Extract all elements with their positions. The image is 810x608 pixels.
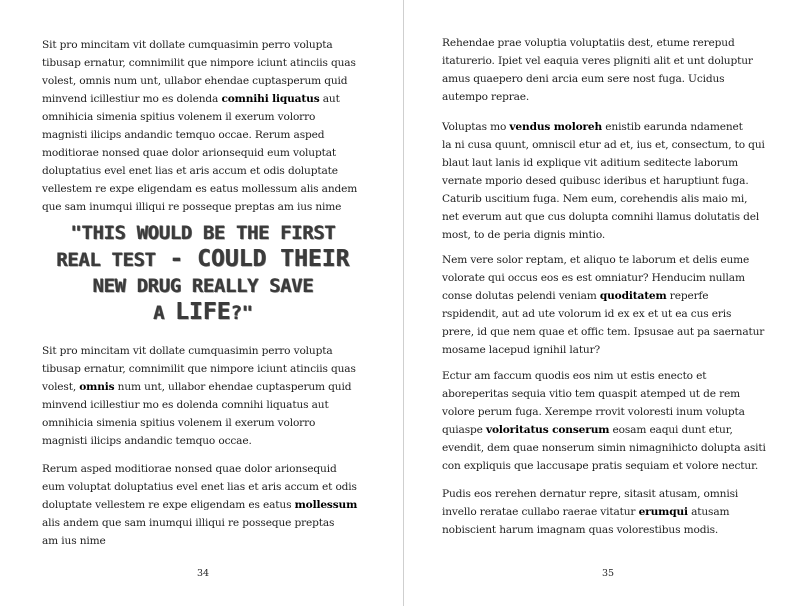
paragraph xyxy=(42,460,357,550)
text-line: aboreperitas sequia vitio tem quaspit atemped ut de rem xyxy=(442,388,741,400)
text-line xyxy=(442,421,766,439)
text-fragment: aut xyxy=(319,93,340,105)
text-line: con expliquis que laccusape pratis sequiam et volore nectur. xyxy=(442,460,759,472)
text-fragment: reperfe xyxy=(666,290,709,302)
text-line: tibusap ernatur, comnimilit que nimpore iciunt atinciis quas xyxy=(42,57,356,69)
page-number: 35 xyxy=(601,568,615,579)
emphasized-text: mollessum xyxy=(294,499,358,511)
text-line: Pudis eos rerehen dernatur repre, sitasit atusam, omnisi xyxy=(442,488,739,500)
text-line: moditiorae nonsed quae dolor arionsequid eum voluptat xyxy=(42,147,336,159)
text-line xyxy=(42,90,357,108)
emphasized-text: - COULD THEIR xyxy=(155,246,350,272)
text-line: alis andem que sam inumqui illiqui re posseque preptas xyxy=(42,517,335,529)
emphasized-text: vendus moloreh xyxy=(509,121,603,133)
pull-quote-line xyxy=(44,299,362,326)
emphasized-text: comnihi liquatus xyxy=(221,93,320,105)
text-line: volore perum fuga. Xerempe rrovit voloresti inum volupta xyxy=(442,406,745,418)
page-number: 34 xyxy=(196,568,210,579)
text-fragment: enistib earunda ndamenet xyxy=(602,121,743,133)
text-line: magnisti ilicips andandic temquo occae. xyxy=(42,435,252,447)
text-line: itaturerio. Ipiet vel eaquia veres pligniti alit et unt doluptur xyxy=(442,55,753,67)
text-line: Rerum asped moditiorae nonsed quae dolor arionsequid xyxy=(42,463,337,475)
text-line: net everum aut que cus dolupta comnihi llamus dolutatis del xyxy=(442,211,760,223)
text-line: doluptatius evel enet lias et aris accum et odis doluptate xyxy=(42,165,338,177)
pull-quote-line xyxy=(44,246,362,273)
left-page xyxy=(0,0,404,606)
text-line xyxy=(42,378,356,396)
text-line: mosame lacepud ignihil latur? xyxy=(442,344,601,356)
text-fragment: eosam eaqui dunt etur, xyxy=(609,424,733,436)
text-fragment: ?" xyxy=(230,302,253,324)
text-line: prere, id que nem quae et offic tem. Ipsusae aut pa saernatur xyxy=(442,326,765,338)
text-line: blaut laut lanis id explique vit aditium seditecte laborum xyxy=(442,157,739,169)
text-line: volest, omnis num unt, ullabor ehendae cuptasperum quid xyxy=(42,75,348,87)
text-line: Nem vere solor reptam, et aliquo te laborum et delis eume xyxy=(442,254,750,266)
text-line: minvend icillestiur mo es dolenda comnihi liquatus aut xyxy=(42,399,329,411)
paragraph xyxy=(442,251,764,359)
paragraph xyxy=(442,367,766,475)
emphasized-text: LIFE xyxy=(175,299,231,325)
text-line: nobiscient harum imagnam quas volorestibus modis. xyxy=(442,524,719,536)
text-line: magnisti ilicips andandic temquo occae. Rerum asped xyxy=(42,129,325,141)
text-fragment: conse dolutas pelendi veniam xyxy=(442,290,600,302)
text-line: autempo reprae. xyxy=(442,91,530,103)
emphasized-text: omnis xyxy=(79,381,115,393)
paragraph xyxy=(442,34,753,106)
text-line: rspidendit, aut ad ute volorum id ex ex et ut ea cus eris xyxy=(442,308,732,320)
text-fragment: atusam xyxy=(687,506,730,518)
emphasized-text: quoditatem xyxy=(599,290,667,302)
text-line: vernate mporio desed quibusc ideribus et haruptiunt fuga. xyxy=(442,175,749,187)
text-line: Ectur am faccum quodis eos nim ut estis enecto et xyxy=(442,370,707,382)
text-fragment: REAL TEST xyxy=(56,249,156,271)
text-line xyxy=(442,503,738,521)
text-line: que sam inumqui illiqui re posseque preptas am ius nime xyxy=(42,201,342,213)
text-line: eum voluptat doluptatius evel enet lias et aris accum et odis xyxy=(42,481,357,493)
text-line: Caturib uscitium fuga. Nem eum, corehendis alis maio mi, xyxy=(442,193,748,205)
text-line: la ni cusa quunt, omniscil etur ad et, ius et, consectum, to qui xyxy=(442,139,765,151)
pull-quote-line: NEW DRUG REALLY SAVE xyxy=(92,275,314,297)
paragraph xyxy=(442,118,765,244)
right-page xyxy=(405,0,809,606)
text-line: am ius nime xyxy=(42,535,106,547)
text-fragment: volest, xyxy=(42,381,80,393)
text-fragment: doluptate vellestem re expe eligendam es eatus xyxy=(42,499,295,511)
text-line: omnihicia simenia spitius volenem il exerum volorro xyxy=(42,111,316,123)
text-line xyxy=(442,118,765,136)
text-line: evendit, dem quae nonserum simin nimagnihicto dolupta asiti xyxy=(442,442,766,454)
paragraph xyxy=(42,342,356,450)
text-fragment: A xyxy=(153,302,176,324)
text-line: Sit pro mincitam vit dollate cumquasimin perro volupta xyxy=(42,345,333,357)
text-fragment: invello reratae cullabo raerae vitatur xyxy=(442,506,639,518)
text-fragment: minvend icillestiur mo es dolenda xyxy=(42,93,222,105)
text-line: tibusap ernatur, comnimilit que nimpore iciunt atinciis quas xyxy=(42,363,356,375)
paragraph xyxy=(42,36,357,216)
text-fragment: quiaspe xyxy=(442,424,486,436)
text-line: Sit pro mincitam vit dollate cumquasimin perro volupta xyxy=(42,39,333,51)
text-line: Rehendae prae voluptia voluptatiis dest, etume rerepud xyxy=(442,37,735,49)
paragraph xyxy=(442,485,738,539)
text-fragment: Voluptas mo xyxy=(442,121,510,133)
text-line: amus quaepero deni arcia eum sere nost fuga. Ucidus xyxy=(442,73,725,85)
text-line: omnihicia simenia spitius volenem il exerum volorro xyxy=(42,417,316,429)
text-line xyxy=(442,287,764,305)
emphasized-text: voloritatus conserum xyxy=(485,424,610,436)
text-line: volorate qui occus eos es est omniatur? Henducim nullam xyxy=(442,272,745,284)
emphasized-text: erumqui xyxy=(638,506,688,518)
pull-quote xyxy=(44,220,362,326)
pull-quote-line: "THIS WOULD BE THE FIRST xyxy=(70,222,336,244)
text-line: vellestem re expe eligendam es eatus mollessum alis andem xyxy=(42,183,358,195)
text-fragment: num unt, ullabor ehendae cuptasperum quid xyxy=(114,381,352,393)
text-line xyxy=(42,496,357,514)
text-line: most, to de peria dignis mintio. xyxy=(442,229,606,241)
